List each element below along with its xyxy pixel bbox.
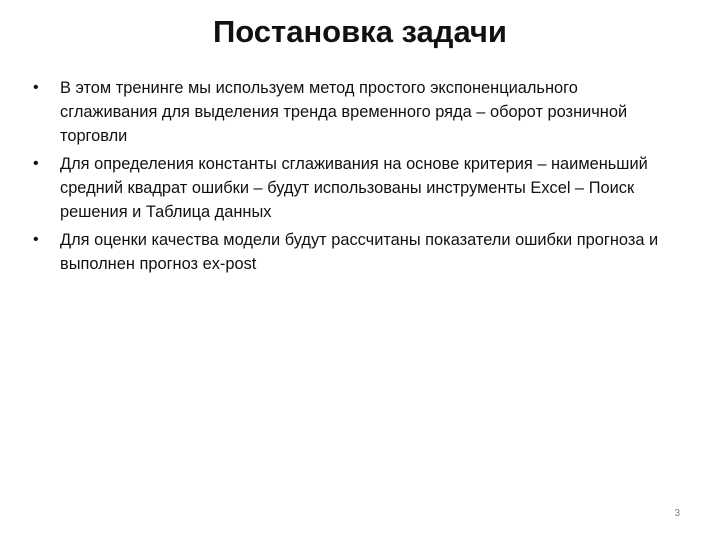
bullet-text: Для определения константы сглаживания на основе критерия – наименьший средний квадрат ошибки – будут использованы инструменты Excel – Поиск решения и Таблица данных [60, 155, 648, 221]
bullet-list [33, 76, 673, 280]
bullet-icon: • [33, 155, 39, 172]
bullet-icon: • [33, 231, 39, 248]
slide-title: Постановка задачи [212, 14, 507, 49]
bullet-text: В этом тренинге мы используем метод простого экспоненциального сглаживания для выделения тренда временного ряда – оборот розничной торговли [60, 79, 628, 145]
page-number: 3 [674, 508, 680, 519]
bullet-item [33, 76, 673, 148]
bullet-item [33, 152, 673, 224]
bullet-item [33, 228, 673, 276]
bullet-icon: • [33, 79, 39, 96]
bullet-text: Для оценки качества модели будут рассчитаны показатели ошибки прогноза и выполнен прогноз ex-post [60, 231, 659, 273]
